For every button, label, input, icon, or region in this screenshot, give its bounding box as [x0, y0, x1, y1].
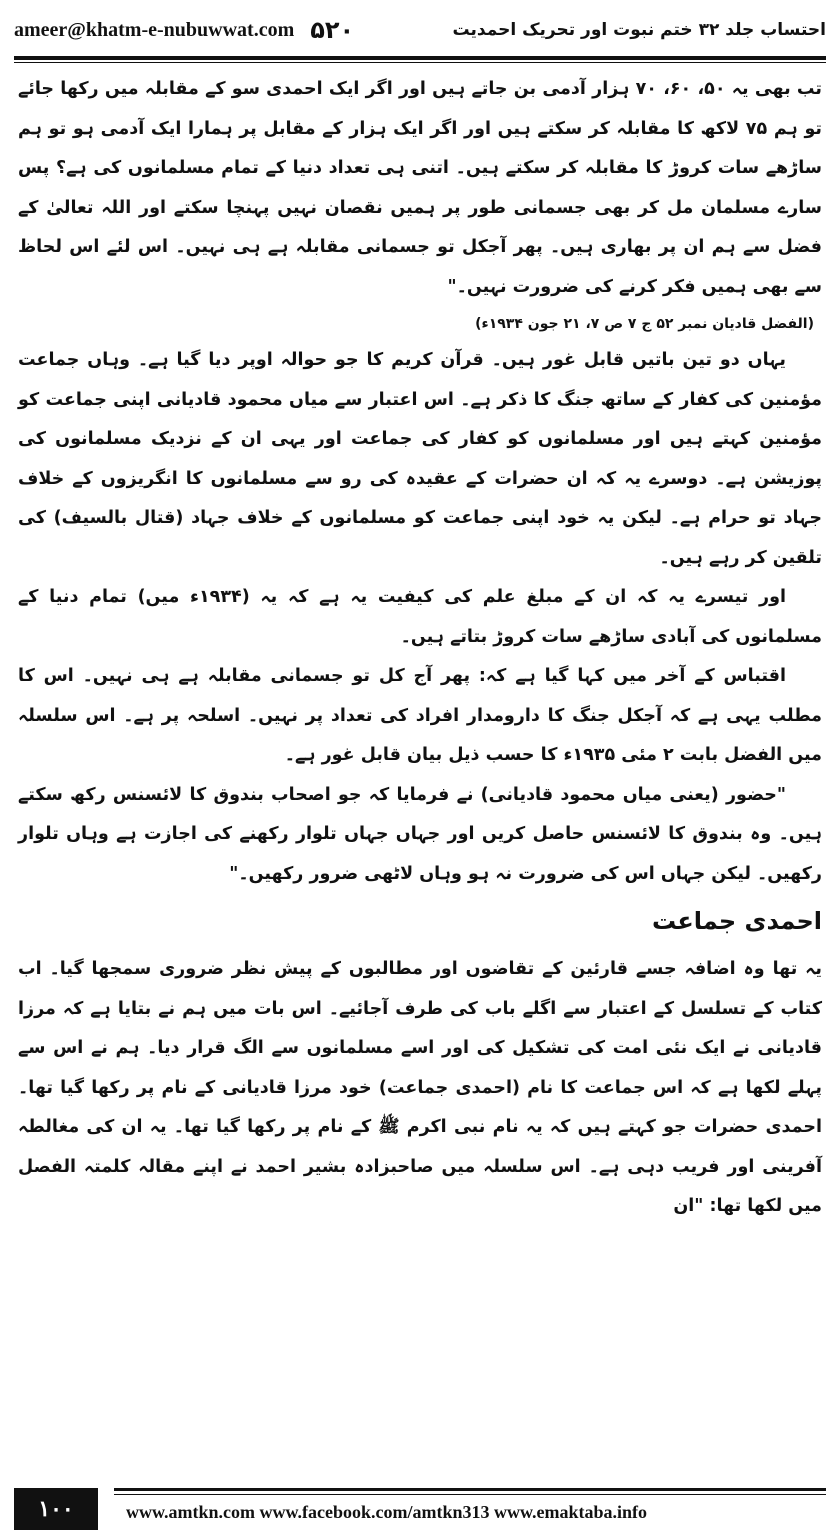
paragraph-quote-continued: تب بھی یہ ۵۰، ۶۰، ۷۰ ہزار آدمی بن جاتے ہیں اور اگر ایک احمدی سو کے مقابلہ میں رکھا جائے تو ہم ۷۵ لاکھ کا مقابلہ کر سکتے ہیں اور اگر ایک ہزار کے مقابل پر ہمارا ایک آدمی ہو تو ہم ساڑھے سات کروڑ کا مقابلہ کر سکتے ہیں۔ اتنی ہی تعداد دنیا کے تمام مسلمانوں کی ہے؟ پس سارے مسلمان مل کر بھی جسمانی طور پر ہمیں نقصان نہیں پہنچا سکتے اور اللہ تعالیٰ کے فضل سے ہم ان پر بھاری ہیں۔ پھر آجکل تو جسمانی مقابلہ ہے ہی نہیں۔ اس لئے اس لحاظ سے بھی ہمیں فکر کرنے کی ضرورت نہیں۔" [18, 79, 823, 297]
footer-rule-thin [114, 1494, 826, 1495]
reference-citation: (الفضل قادیان نمبر ۵۲ ج ۷ ص ۷، ۲۱ جون ۱۹۳۴ء) [475, 316, 814, 332]
page-content [18, 70, 822, 1227]
footer-urls: www.amtkn.com www.facebook.com/amtkn313 www.emaktaba.info [126, 1502, 647, 1522]
footer-rule-thick [114, 1488, 826, 1491]
paragraph-analysis: یہاں دو تین باتیں قابل غور ہیں۔ قرآن کریم کا جو حوالہ اوپر دیا گیا ہے۔ وہاں جماعت مؤمنین کی کفار کے ساتھ جنگ کا ذکر ہے۔ اس اعتبار سے میاں محمود قادیانی اپنی جماعت کو مؤمنین کہتے ہیں اور مسلمانوں کو کفار کی جماعت اور یہی ان کے نزدیک مسلمانوں کی پوزیشن ہے۔ دوسرے یہ کہ ان حضرات کے عقیدہ کی رو سے مسلمانوں کا انگریزوں کے خلاف جہاد تو حرام ہے۔ لیکن یہ خود اپنی جماعت کو مسلمانوں کے خلاف جہاد (قتال بالسیف) کی تلقین کر رہے ہیں۔ [18, 350, 822, 568]
paragraph-third-point: اور تیسرے یہ کہ ان کے مبلغ علم کی کیفیت یہ ہے کہ یہ (۱۹۳۴ء میں) تمام دنیا کے مسلمانوں کی آبادی ساڑھے سات کروڑ بتاتے ہیں۔ [18, 587, 822, 647]
header-rule-thin [14, 62, 826, 63]
paragraph-ahmadi-jamaat: یہ تھا وہ اضافہ جسے قارئین کے تقاضوں اور مطالبوں کے پیش نظر ضروری سمجھا گیا۔ اب کتاب کے تسلسل کے اعتبار سے اگلے باب کی طرف آجائیے۔ اس بات میں ہم نے بتایا ہے کہ مرزا قادیانی نے ایک نئی امت کی تشکیل کی اور اسے مسلمانوں سے الگ قرار دیا۔ ہم نے اس سے پہلے لکھا ہے کہ اس جماعت کا نام (احمدی جماعت) خود مرزا قادیانی کے نام پر رکھا گیا تھا۔ احمدی حضرات جو کہتے ہیں کہ یہ نام نبی اکرم ﷺ کے نام پر رکھا گیا تھا۔ یہ ان کی مغالطہ آفرینی اور فریب دہی ہے۔ اس سلسلہ میں صاحبزادہ بشیر احمد نے اپنے مقالہ کلمتہ الفصل میں لکھا تھا: "ان [18, 959, 822, 1216]
header-email: ameer@khatm-e-nubuwwat.com [14, 18, 295, 41]
paragraph-quote-end: اقتباس کے آخر میں کہا گیا ہے کہ: پھر آج کل تو جسمانی مقابلہ ہے ہی نہیں۔ اس کا مطلب یہی ہے کہ آجکل جنگ کا دارومدار افراد کی تعداد پر نہیں۔ اسلحہ پر ہے۔ اس سلسلہ میں الفضل بابت ۲ مئی ۱۹۳۵ء کا حسب ذیل بیان قابل غور ہے۔ [18, 666, 822, 765]
header-title: احتساب جلد ۳۲ ختم نبوت اور تحریک احمدیت [452, 20, 826, 40]
footer-page-number: ۱۰۰ [14, 1488, 98, 1530]
header-rule-thick [14, 56, 826, 60]
header-left [14, 16, 354, 44]
section-heading: احمدی جماعت [651, 907, 822, 935]
page-header [14, 10, 826, 50]
header-page-number: ۵۲۰ [310, 16, 355, 44]
page-footer [14, 1488, 826, 1532]
paragraph-alfazl-quote: "حضور (یعنی میاں محمود قادیانی) نے فرمایا کہ جو اصحاب بندوق کا لائسنس رکھ سکتے ہیں۔ وہ بندوق کا لائسنس حاصل کریں اور جہاں جہاں تلوار رکھنے کی اجازت ہے وہاں تلوار رکھیں۔ لیکن جہاں اس کی ضرورت نہ ہو وہاں لاٹھی ضرور رکھیں۔" [18, 784, 822, 884]
